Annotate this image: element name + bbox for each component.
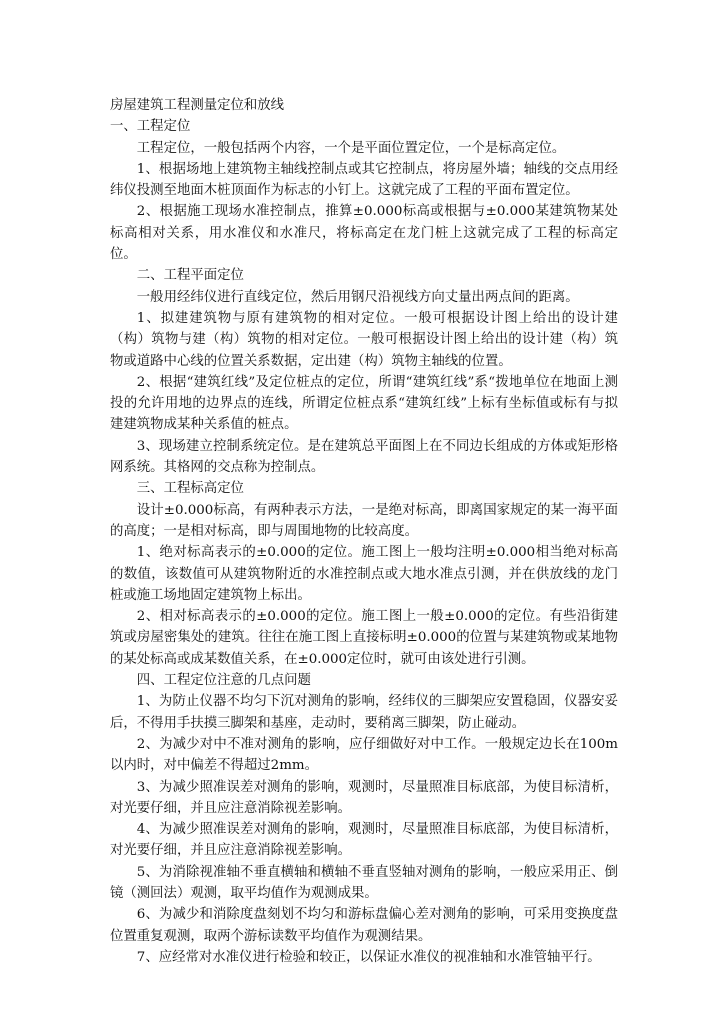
paragraph: 2、相对标高表示的±0.000的定位。施工图上一般±0.000的定位。有些沿街建筑或房屋密集处的建筑。往往在施工图上直接标明±0.000的位置与某建筑物或某地物的某处标高或成某数值关系，在±0.000定位时，就可由该处进行引测。: [110, 609, 618, 667]
paragraph: 2、根据施工现场水准控制点，推算±0.000标高或根据与±0.000某建筑物某处标高相对关系，用水准仪和水准尺，将标高定在龙门桩上这就完成了工程的标高定位。: [110, 204, 618, 263]
document-page: [110, 95, 618, 968]
paragraph: 工程定位，一般包括两个内容，一个是平面位置定位，一个是标高定位。: [136, 140, 566, 156]
paragraph: 2、根据“建筑红线”及定位桩点的定位，所谓“建筑红线”系“拨地单位在地面上测投的允许用地的边界点的连线，所谓定位桩点系“建筑红线”上标有坐标值或标有与拟建建筑物成某种关系值的桩点。: [110, 374, 618, 433]
paragraph: 设计±0.000标高，有两种表示方法，一是绝对标高，即离国家规定的某一海平面的高度；一是相对标高，即与周围地物的比较高度。: [110, 502, 618, 539]
section-heading-positioning-notes: 四、工程定位注意的几点问题: [136, 673, 311, 689]
paragraph: 4、为减少照准误差对测角的影响，观测时，尽量照准目标底部，为使目标清析，对光要仔细，并且应注意消除视差影响。: [110, 822, 618, 859]
paragraph: 6、为减少和消除度盘刻划不均匀和游标盘偏心差对测角的影响，可采用变换度盘位置重复观测，取两个游标读数平均值作为观测结果。: [110, 907, 618, 944]
paragraph: 1、根据场地上建筑物主轴线控制点或其它控制点，将房屋外墙；轴线的交点用经纬仪投测至地面木桩顶面作为标志的小钉上。这就完成了工程的平面布置定位。: [110, 161, 618, 199]
paragraph: 1、为防止仪器不均匀下沉对测角的影响，经纬仪的三脚架应安置稳固，仪器安妥后，不得用手扶摸三脚架和基座，走动时，要稍离三脚架，防止碰动。: [110, 694, 618, 731]
paragraph: 3、现场建立控制系统定位。是在建筑总平面图上在不同边长组成的方体或矩形格网系统。其格网的交点称为控制点。: [110, 438, 618, 476]
paragraph: 1、拟建建筑物与原有建筑物的相对定位。一般可根据设计图上给出的设计建（构）筑物与建（构）筑物的相对定位。一般可根据设计图上给出的设计建（构）筑物或道路中心线的位置关系数据，定出建（构）筑物主轴线的位置。: [110, 310, 618, 369]
paragraph: 2、为减少对中不准对测角的影响，应仔细做好对中工作。一般规定边长在100m以内时，对中偏差不得超过2mm。: [110, 736, 618, 774]
paragraph: 3、为减少照准误差对测角的影响，观测时，尽量照准目标底部，为使目标清析，对光要仔细，并且应注意消除视差影响。: [110, 779, 618, 816]
paragraph: 1、绝对标高表示的±0.000的定位。施工图上一般均注明±0.000相当绝对标高的数值，该数值可从建筑物附近的水准控制点或大地水准点引测，并在供放线的龙门桩或施工场地固定建筑物上标出。: [110, 545, 618, 603]
paragraph: 7、应经常对水准仪进行检验和较正，以保证水准仪的视准轴和水准管轴平行。: [136, 949, 601, 965]
paragraph: 5、为消除视准轴不垂直横轴和横轴不垂直竖轴对测角的影响，一般应采用正、倒镜（测回法）观测，取平均值作为观测成果。: [110, 864, 618, 901]
section-heading-plane-positioning: 二、工程平面定位: [136, 268, 244, 284]
paragraph: 一般用经纬仪进行直线定位，然后用钢尺沿视线方向丈量出两点间的距离。: [136, 289, 579, 305]
section-heading-elevation-positioning: 三、工程标高定位: [136, 481, 244, 497]
document-title: 房屋建筑工程测量定位和放线: [110, 98, 285, 113]
section-heading-engineering-positioning: 一、工程定位: [110, 119, 191, 135]
